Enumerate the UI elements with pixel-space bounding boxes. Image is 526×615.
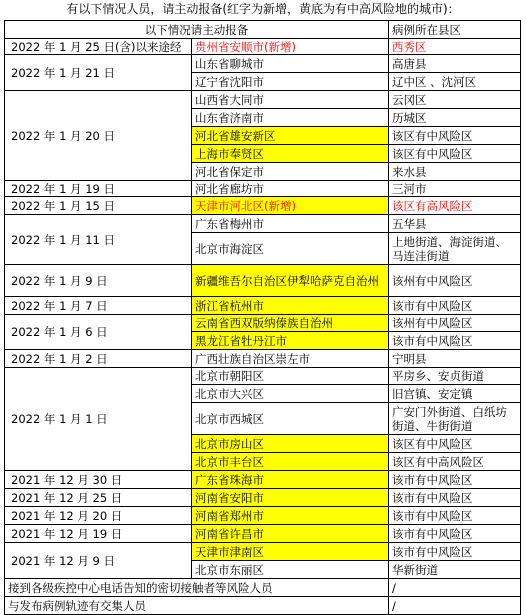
place-cell: 山西省大同市 xyxy=(192,91,389,109)
place-cell: 云南省西双版纳傣族自治州 xyxy=(192,315,389,332)
district-cell: 该州有中风险区 xyxy=(389,315,521,332)
district-cell: 该州有中风险区 xyxy=(389,265,521,297)
district-cell: 历城区 xyxy=(389,109,521,127)
place-cell: 贵州省安顺市(新增) xyxy=(192,39,389,55)
table-row xyxy=(5,350,521,368)
place-cell: 河南省郑州市 xyxy=(192,507,389,525)
report-date-cell: 2022 年 1 月 2 日 xyxy=(5,350,192,368)
table-row xyxy=(5,181,521,197)
place-cell: 山东省聊城市 xyxy=(192,55,389,73)
place-cell: 河北省雄安新区 xyxy=(192,127,389,145)
district-cell: 云冈区 xyxy=(389,91,521,109)
footer-row xyxy=(5,579,521,597)
report-date-cell: 2021 年 12 月 20 日 xyxy=(5,507,192,525)
place-cell: 天津市河北区(新增) xyxy=(192,197,389,215)
footer-label: 与发布病例轨迹有交集人员 xyxy=(5,597,389,615)
document-caption: 有以下情况人员，请主动报备(红字为新增，黄底为有中高风险地的城市)： xyxy=(66,2,460,16)
report-date-cell: 2022 年 1 月 7 日 xyxy=(5,297,192,315)
district-cell: 该区有中风险区 xyxy=(389,145,521,163)
district-cell: 该市有中风险区 xyxy=(389,489,521,507)
table-row xyxy=(5,315,521,332)
footer-value: / xyxy=(389,597,521,615)
place-cell: 天津市津南区 xyxy=(192,543,389,561)
place-cell: 山东省济南市 xyxy=(192,109,389,127)
place-cell: 北京市丰台区 xyxy=(192,453,389,471)
district-cell: 该市有中风险区 xyxy=(389,471,521,489)
district-cell: 三河市 xyxy=(389,181,521,197)
district-cell: 旧宫镇、安定镇 xyxy=(389,385,521,403)
report-date-cell: 2021 年 12 月 30 日 xyxy=(5,471,192,489)
district-cell: 该区有中风险区 xyxy=(389,435,521,453)
report-date-cell: 2022 年 1 月 6 日 xyxy=(5,315,192,350)
district-cell: 辽中区 、沈河区 xyxy=(389,73,521,91)
district-cell: 宁明县 xyxy=(389,350,521,368)
report-date-cell: 2022 年 1 月 11 日 xyxy=(5,215,192,265)
place-cell: 北京市海淀区 xyxy=(192,233,389,265)
place-cell: 辽宁省沈阳市 xyxy=(192,73,389,91)
table-row xyxy=(5,368,521,385)
header-report-situation: 以下情况请主动报备 xyxy=(5,21,389,39)
place-cell: 北京市大兴区 xyxy=(192,385,389,403)
place-cell: 北京市东丽区 xyxy=(192,561,389,579)
report-date-cell: 2022 年 1 月 15 日 xyxy=(5,197,192,215)
report-date-cell: 2022 年 1 月 25 日(含)以来途经 xyxy=(5,39,192,55)
footer-row xyxy=(5,597,521,615)
place-cell: 新疆维吾尔自治区伊犁哈萨克自治州 xyxy=(192,265,389,297)
district-cell: 西秀区 xyxy=(389,39,521,55)
district-cell: 平房乡、安贞街道 xyxy=(389,368,521,385)
table-row xyxy=(5,215,521,233)
table-row xyxy=(5,297,521,315)
report-date-cell: 2021 年 12 月 19 日 xyxy=(5,525,192,543)
report-date-cell: 2022 年 1 月 1 日 xyxy=(5,368,192,471)
place-cell: 北京市房山区 xyxy=(192,435,389,453)
district-cell: 该市有中风险区 xyxy=(389,332,521,350)
report-date-cell: 2022 年 1 月 19 日 xyxy=(5,181,192,197)
district-cell: 该区有中高风险区 xyxy=(389,453,521,471)
table-row xyxy=(5,471,521,489)
table-row xyxy=(5,507,521,525)
district-cell: 该市有中风险区 xyxy=(389,507,521,525)
table-row xyxy=(5,489,521,507)
place-cell: 河南省安阳市 xyxy=(192,489,389,507)
report-date-cell: 2021 年 12 月 9 日 xyxy=(5,543,192,579)
district-cell: 广安门外街道、白纸坊街道、牛街街道 xyxy=(389,403,521,435)
header-district: 病例所在县区 xyxy=(389,21,521,39)
district-cell: 五华县 xyxy=(389,215,521,233)
footer-label: 接到各级疾控中心电话告知的密切接触者等风险人员 xyxy=(5,579,389,597)
report-date-cell: 2021 年 12 月 25 日 xyxy=(5,489,192,507)
table-row xyxy=(5,197,521,215)
place-cell: 上海市奉贤区 xyxy=(192,145,389,163)
table-row xyxy=(5,543,521,561)
place-cell: 河北省廊坊市 xyxy=(192,181,389,197)
table-row xyxy=(5,525,521,543)
district-cell: 来水县 xyxy=(389,163,521,181)
place-cell: 河南省许昌市 xyxy=(192,525,389,543)
table-row xyxy=(5,39,521,55)
district-cell: 该区有中风险区 xyxy=(389,127,521,145)
report-table-body xyxy=(5,21,521,615)
district-cell: 该市有中风险区 xyxy=(389,525,521,543)
report-date-cell: 2022 年 1 月 20 日 xyxy=(5,91,192,181)
district-cell: 该市有中风险区 xyxy=(389,297,521,315)
district-cell: 高唐县 xyxy=(389,55,521,73)
footer-value: / xyxy=(389,579,521,597)
district-cell: 该市有中风险区 xyxy=(389,543,521,561)
report-table xyxy=(4,20,521,615)
header-row xyxy=(5,21,521,39)
place-cell: 北京市西城区 xyxy=(192,403,389,435)
table-row xyxy=(5,265,521,297)
place-cell: 浙江省杭州市 xyxy=(192,297,389,315)
district-cell: 上地街道、海淀街道、马连洼街道 xyxy=(389,233,521,265)
place-cell: 河北省保定市 xyxy=(192,163,389,181)
place-cell: 黑龙江省牡丹江市 xyxy=(192,332,389,350)
district-cell: 华新街道 xyxy=(389,561,521,579)
place-cell: 广东省珠海市 xyxy=(192,471,389,489)
place-cell: 北京市朝阳区 xyxy=(192,368,389,385)
report-date-cell: 2022 年 1 月 21 日 xyxy=(5,55,192,91)
table-row xyxy=(5,55,521,73)
place-cell: 广西壮族自治区崇左市 xyxy=(192,350,389,368)
table-row xyxy=(5,91,521,109)
report-date-cell: 2022 年 1 月 9 日 xyxy=(5,265,192,297)
district-cell: 该区有高风险区 xyxy=(389,197,521,215)
place-cell: 广东省梅州市 xyxy=(192,215,389,233)
